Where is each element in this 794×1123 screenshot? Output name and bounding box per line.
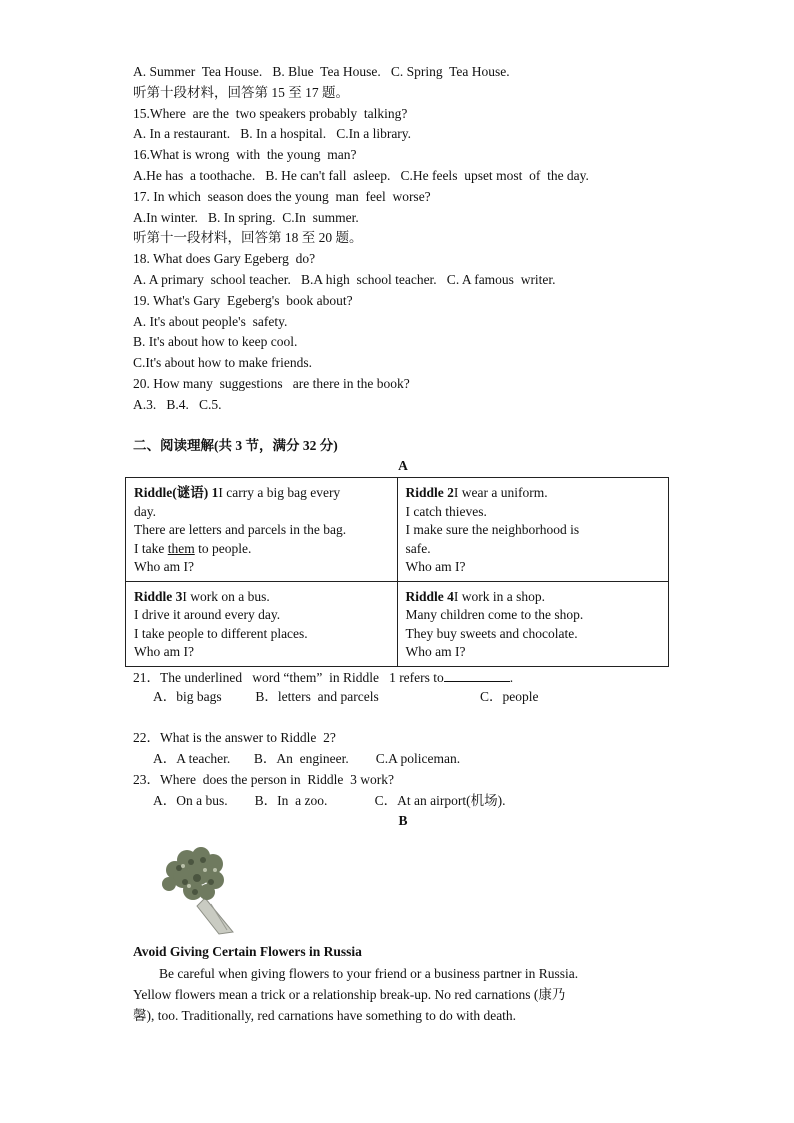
- riddle-2-line-1: I wear a uniform.: [453, 485, 548, 501]
- passage-title: Avoid Giving Certain Flowers in Russia: [133, 944, 362, 960]
- riddle-2-line-2: I catch thieves.: [405, 503, 487, 519]
- q20-options: A.3. B.4. C.5.: [133, 396, 222, 412]
- q18-options: A. A primary school teacher. B.A high school teacher. C. A famous writer.: [133, 271, 556, 287]
- q16-options: A.He has a toothache. B. He can't fall asleep. C.He feels upset most of the day.: [133, 167, 589, 183]
- q19-option-a: A. It's about people's safety.: [133, 313, 288, 329]
- riddle-1-line-4-post: to people.: [194, 540, 252, 556]
- riddle-1-line-1: I carry a big bag every: [218, 485, 341, 501]
- section-11-heading: 听第十一段材料，回答第 18 至 20 题。: [133, 230, 363, 246]
- q15-options: A. In a restaurant. B. In a hospital. C.In a library.: [133, 126, 412, 142]
- passage-body: [133, 963, 673, 1026]
- riddle-1-line-3: There are letters and parcels in the bag.: [134, 522, 347, 538]
- riddle-1-line-5: Who am I?: [134, 559, 194, 575]
- underlined-word-them: them: [167, 540, 195, 556]
- question-23: 23．Where does the person in Riddle 3 work?: [133, 771, 394, 787]
- riddle-3-title: Riddle 3: [134, 588, 183, 604]
- riddle-4-line-1: I work in a shop.: [453, 588, 546, 604]
- riddle-2-line-3: I make sure the neighborhood is: [405, 522, 580, 538]
- question-21-end: .: [509, 669, 514, 685]
- riddle-3-line-2: I drive it around every day.: [134, 607, 281, 623]
- riddle-2-line-4: safe.: [405, 540, 431, 556]
- reading-section-heading: 二、阅读理解(共 3 节，满分 32 分): [133, 437, 338, 453]
- riddle-3-line-4: Who am I?: [134, 644, 194, 660]
- riddle-4-line-3: They buy sweets and chocolate.: [405, 625, 578, 641]
- riddle-2-line-5: Who am I?: [405, 559, 466, 575]
- passage-line-3: 馨), too. Traditionally, red carnations have something to do with death.: [133, 1008, 517, 1024]
- part-a-label: A: [398, 458, 408, 474]
- question-18: 18. What does Gary Egeberg do?: [133, 251, 316, 267]
- q21-options: A．big bags B．letters and parcels C．people: [153, 689, 539, 705]
- riddle-4-title: Riddle 4: [405, 588, 454, 604]
- riddle-3-line-1: I work on a bus.: [182, 588, 270, 604]
- flower-bouquet-icon: [153, 840, 243, 936]
- riddles-table-wrap: [125, 477, 669, 667]
- riddle-2-title: Riddle 2: [405, 485, 454, 501]
- q19-option-b: B. It's about how to keep cool.: [133, 334, 298, 350]
- riddle-1-line-2: day.: [134, 503, 156, 519]
- riddle-1-line-4-pre: I take: [134, 540, 168, 556]
- question-15: 15.Where are the two speakers probably talking?: [133, 105, 408, 121]
- riddle-2-cell: [397, 478, 669, 582]
- question-19: 19. What's Gary Egeberg's book about?: [133, 292, 353, 308]
- passage-line-1: Be careful when giving flowers to your friend or a business partner in Russia.: [159, 966, 579, 982]
- question-16: 16.What is wrong with the young man?: [133, 147, 357, 163]
- riddle-4-line-4: Who am I?: [405, 644, 466, 660]
- riddle-3-line-3: I take people to different places.: [134, 625, 308, 641]
- riddle-4-cell: [397, 581, 669, 666]
- section-10-heading: 听第十段材料，回答第 15 至 17 题。: [133, 84, 349, 100]
- part-b-label: B: [398, 813, 408, 829]
- passage-line-2: Yellow flowers mean a trick or a relationship break-up. No red carnations (康乃: [133, 987, 566, 1003]
- q23-options: A．On a bus. B．In a zoo. C．At an airport(机场).: [153, 792, 506, 808]
- q17-options: A.In winter. B. In spring. C.In summer.: [133, 209, 359, 225]
- question-22: 22．What is the answer to Riddle 2?: [133, 730, 336, 746]
- question-21: [133, 667, 673, 688]
- riddle-1-title: Riddle(谜语) 1: [134, 485, 219, 501]
- riddle-1-cell: [126, 478, 398, 582]
- question-21-text: 21．The underlined word “them” in Riddle 1 refers to: [133, 669, 444, 685]
- exam-page: [133, 62, 673, 1026]
- question-20: 20. How many suggestions are there in the book?: [133, 375, 410, 391]
- riddle-4-line-2: Many children come to the shop.: [405, 607, 584, 623]
- riddles-table: [125, 477, 669, 667]
- riddle-3-cell: [126, 581, 398, 666]
- question-17: 17. In which season does the young man feel worse?: [133, 188, 431, 204]
- answer-blank: [444, 667, 510, 682]
- q14-options: A. Summer Tea House. B. Blue Tea House. C. Spring Tea House.: [133, 64, 510, 79]
- q19-option-c: C.It's about how to make friends.: [133, 355, 313, 371]
- q22-options: A．A teacher. B．An engineer. C.A policeman.: [153, 751, 461, 767]
